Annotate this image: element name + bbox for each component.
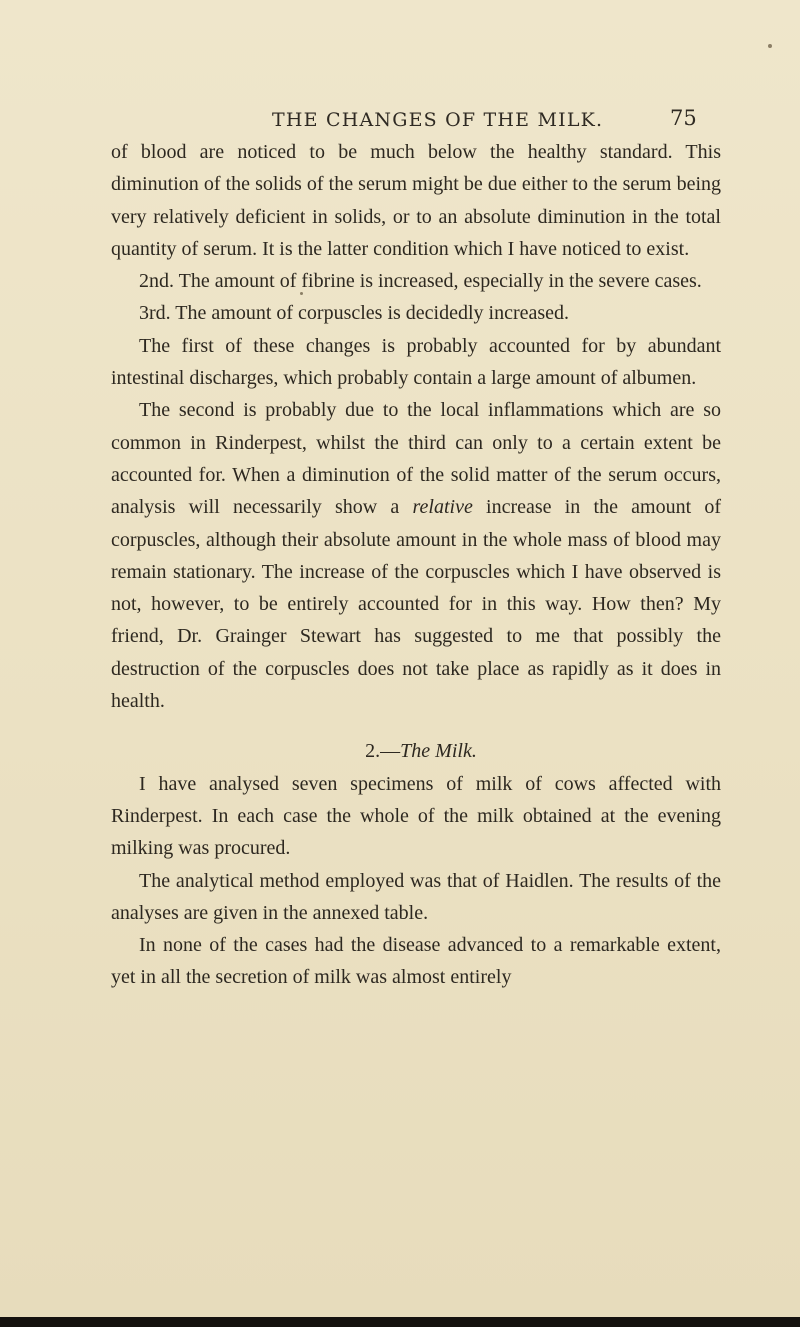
paragraph-method: The analytical method employed was that of Haidlen. The results of the analyses are given in the annexed table. <box>111 869 721 924</box>
paragraph-fibrine: 2nd. The amount of fibrine is increased, especially in the severe cases. <box>139 270 702 293</box>
paragraph-continued: of blood are noticed to be much below the healthy standard. This diminution of the solids of the serum might be due either to the serum being very relatively deficient in solids, or to an absolute diminution in the total quantity of serum. It is the latter condition which I have noticed to exist. <box>111 141 721 260</box>
section-number: 2.— <box>365 740 401 763</box>
paragraph-first-change: The first of these changes is probably accounted for by abundant intestinal discharges, which probably contain a large amount of albumen. <box>111 334 721 390</box>
emphasis-relative: relative <box>412 496 473 519</box>
text-run: The second is probably due to the local inflammations which are so common in Rinderpest, whilst the third can only to a certain extent be accounted for. When a diminution of the solid matter of the serum occurs, analysis will necessarily show a <box>111 399 721 519</box>
paragraph-specimens: I have analysed seven specimens of milk of cows affected with Rinderpest. In each case the whole of the milk obtained at the evening milking was procured. <box>111 772 721 860</box>
page-number: 75 <box>670 106 697 130</box>
page-header <box>0 103 800 137</box>
text-run: increase in the amount of corpuscles, although their absolute amount in the whole mass of blood may remain stationary. The increase of the corpuscles which I have observed is not, however, to be entirely accounted for in this way. How then? My friend, Dr. Grainger Stewart has suggested to me that possibly the destruction of the corpuscles does not take place as rapidly as it does in health. <box>111 496 721 713</box>
body-text <box>111 136 721 994</box>
page-bottom-edge <box>0 1317 800 1327</box>
paragraph-second-change <box>111 394 721 717</box>
section-title: The Milk. <box>400 740 477 763</box>
paragraph-corpuscles: 3rd. The amount of corpuscles is decidedly increased. <box>139 302 570 325</box>
paper-speck <box>768 44 772 48</box>
section-heading <box>111 735 721 767</box>
paragraph-secretion: In none of the cases had the disease advanced to a remarkable extent, yet in all the secretion of milk was almost entirely <box>111 934 721 989</box>
paper-speck <box>300 292 303 295</box>
running-head: THE CHANGES OF THE MILK. <box>272 109 604 131</box>
